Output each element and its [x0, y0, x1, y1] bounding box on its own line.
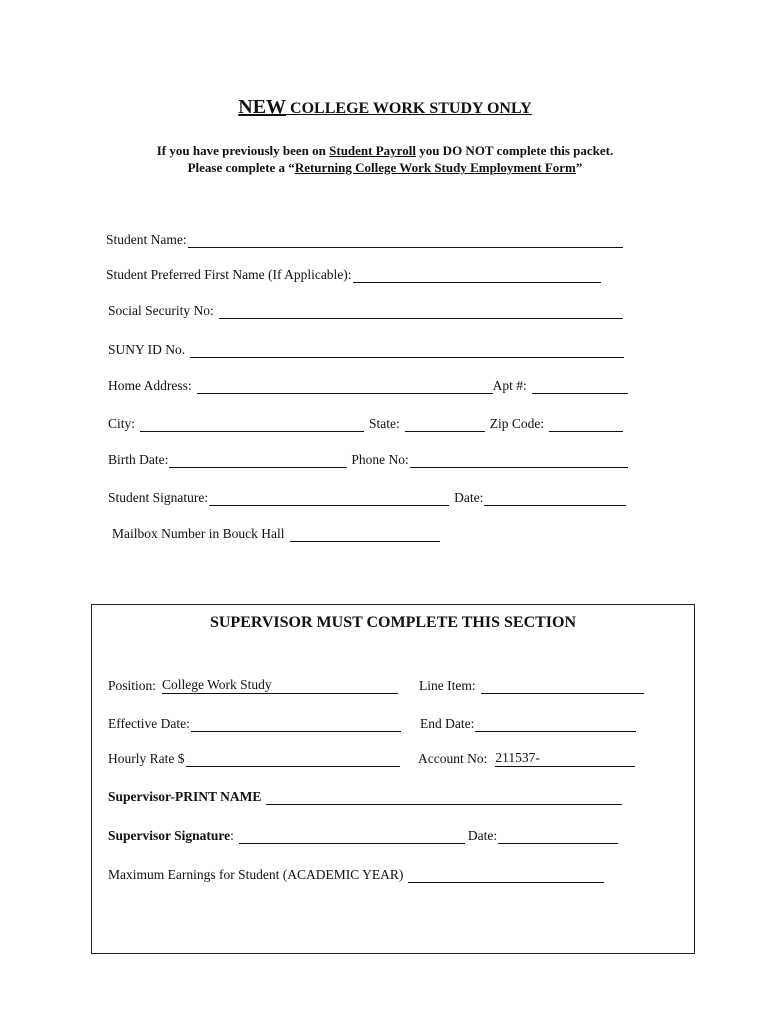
print-name-input[interactable]	[266, 790, 622, 805]
phone-input[interactable]	[410, 453, 628, 468]
supervisor-signature-input[interactable]	[239, 829, 465, 844]
supervisor-section	[91, 604, 695, 954]
hourly-rate-input[interactable]	[186, 752, 400, 767]
position-field	[108, 674, 398, 694]
suny-id-input[interactable]	[190, 343, 624, 358]
student-date-input[interactable]	[484, 491, 626, 506]
intro-text: If you have previously been on	[156, 143, 330, 158]
effective-date-input[interactable]	[191, 717, 401, 732]
apt-input[interactable]	[532, 379, 628, 394]
title-new: NEW	[238, 96, 287, 118]
field-label: Supervisor Signature	[108, 828, 231, 843]
hourly-rate-field	[108, 747, 400, 767]
birth-date-input[interactable]	[169, 453, 347, 468]
ssn-input[interactable]	[219, 304, 623, 319]
end-date-input[interactable]	[475, 717, 636, 732]
field-label: Home Address:	[108, 378, 192, 393]
field-label: Maximum Earnings for Student (ACADEMIC YEAR)	[108, 867, 404, 882]
intro-text: you DO NOT complete this packet.	[415, 143, 614, 158]
field-label: Phone No:	[351, 452, 409, 467]
field-label: Zip Code:	[489, 416, 545, 431]
supervisor-signature-field	[108, 824, 618, 844]
ssn-field	[108, 299, 623, 319]
field-label: Social Security No:	[108, 303, 214, 318]
max-earnings-field	[108, 863, 604, 883]
returning-form-link: Returning College Work Study Employment Form	[294, 160, 576, 175]
field-label: State:	[369, 416, 400, 431]
field-label: Birth Date:	[108, 452, 169, 467]
supervisor-date-input[interactable]	[498, 829, 618, 844]
student-signature-field	[108, 486, 626, 506]
print-name-field	[108, 785, 622, 805]
field-label: City:	[108, 416, 136, 431]
state-input[interactable]	[405, 417, 485, 432]
field-label: SUNY ID No.	[108, 342, 186, 357]
intro-line-1	[0, 143, 770, 159]
account-field	[418, 747, 635, 767]
city-input[interactable]	[140, 417, 364, 432]
line-item-input[interactable]	[481, 679, 644, 694]
effective-date-field	[108, 712, 401, 732]
mailbox-field	[112, 522, 440, 542]
field-label: Supervisor-PRINT NAME	[108, 789, 262, 804]
preferred-name-field	[106, 263, 601, 283]
field-label: Date:	[467, 828, 498, 843]
zip-input[interactable]	[549, 417, 623, 432]
field-label: End Date:	[420, 716, 475, 731]
field-label: Student Preferred First Name (If Applicable):	[106, 267, 352, 282]
field-label: Effective Date:	[108, 716, 190, 731]
intro-text: Please complete a “	[187, 160, 295, 175]
line-item-field	[419, 674, 644, 694]
birth-phone-field	[108, 448, 628, 468]
intro-text: ”	[575, 160, 583, 175]
supervisor-heading: SUPERVISOR MUST COMPLETE THIS SECTION	[209, 614, 577, 631]
account-value[interactable]: 211537-	[495, 750, 635, 767]
home-address-field	[108, 374, 628, 394]
home-address-input[interactable]	[197, 379, 493, 394]
student-name-input[interactable]	[188, 233, 623, 248]
intro-line-2	[0, 160, 770, 176]
field-label: Student Signature:	[108, 490, 209, 505]
end-date-field	[420, 712, 636, 732]
field-label: Apt #:	[492, 378, 527, 393]
student-signature-input[interactable]	[209, 491, 449, 506]
page-title	[0, 96, 770, 119]
field-label: :	[230, 828, 234, 843]
field-label: Student Name:	[106, 232, 187, 247]
field-label: Position:	[108, 678, 157, 693]
position-value[interactable]: College Work Study	[162, 677, 398, 694]
title-rest: COLLEGE WORK STUDY ONLY	[286, 100, 532, 117]
field-label: Line Item:	[419, 678, 476, 693]
student-payroll-link: Student Payroll	[329, 143, 416, 158]
field-label: Account No:	[418, 751, 488, 766]
student-name-field	[106, 228, 623, 248]
field-label: Mailbox Number in Bouck Hall	[112, 526, 285, 541]
max-earnings-input[interactable]	[408, 868, 604, 883]
preferred-name-input[interactable]	[353, 268, 601, 283]
field-label: Hourly Rate $	[108, 751, 185, 766]
field-label: Date:	[454, 490, 484, 505]
city-state-zip-field	[108, 412, 623, 432]
mailbox-input[interactable]	[290, 527, 440, 542]
suny-id-field	[108, 338, 624, 358]
